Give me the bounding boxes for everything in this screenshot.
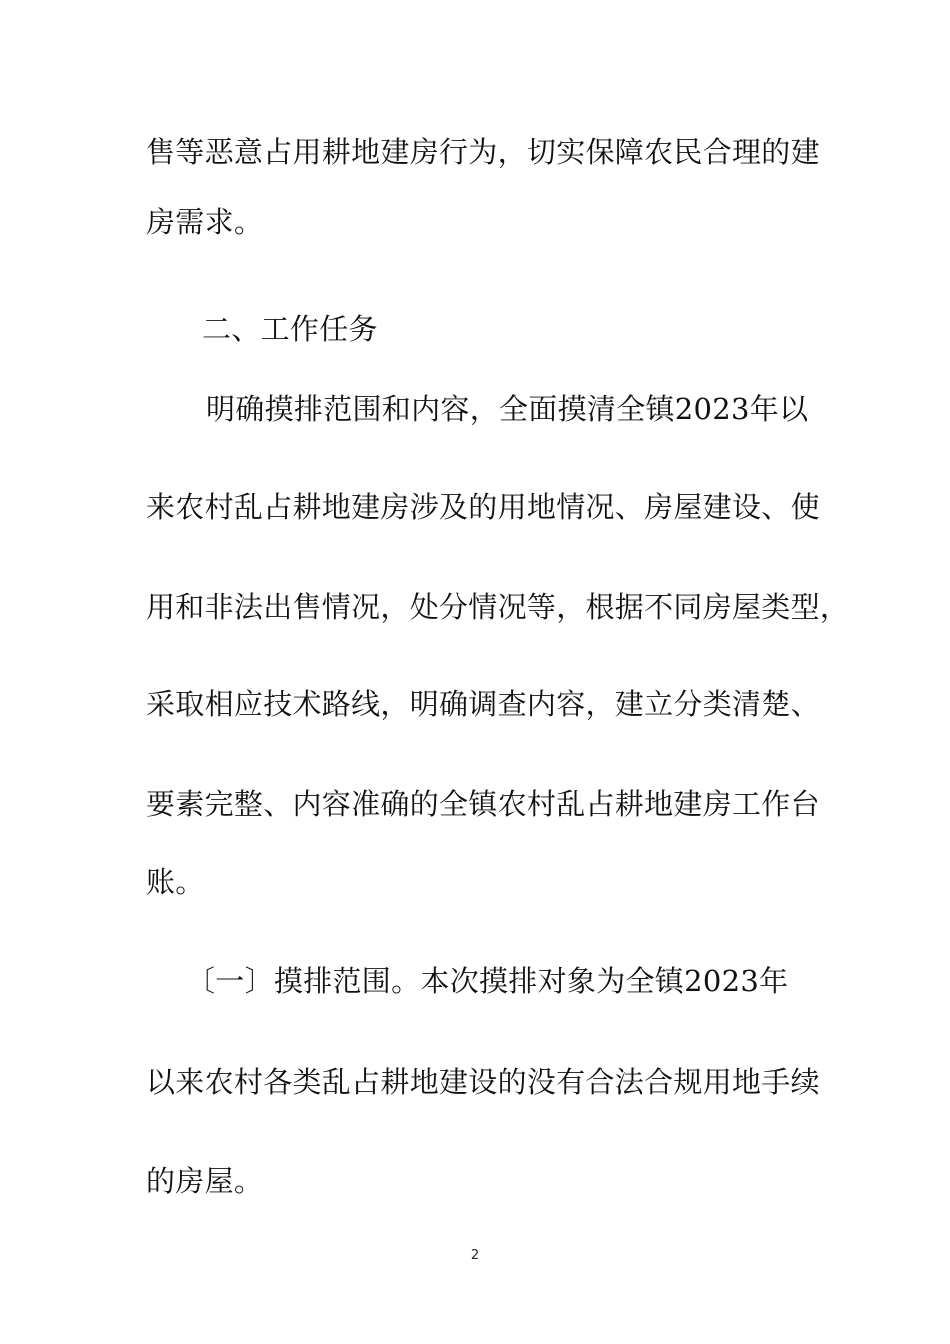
paragraph-line: 售等恶意占用耕地建房行为，切实保障农民合理的建	[146, 135, 820, 169]
paragraph-line: 的房屋。	[146, 1164, 264, 1198]
paragraph-line: 房需求。	[146, 205, 264, 239]
page-number: 2	[470, 1248, 480, 1263]
paragraph-line: 采取相应技术路线，明确调查内容，建立分类清楚、	[146, 687, 820, 721]
subsection-line: 〔一〕摸排范围。本次摸排对象为全镇2023年	[186, 964, 789, 998]
section-heading: 二、工作任务	[202, 312, 378, 346]
paragraph-line: 要素完整、内容准确的全镇农村乱占耕地建房工作台	[146, 787, 820, 821]
paragraph-line: 以来农村各类乱占耕地建设的没有合法合规用地手续	[146, 1065, 820, 1099]
paragraph-line: 来农村乱占耕地建房涉及的用地情况、房屋建设、使	[146, 490, 820, 524]
paragraph-line: 明确摸排范围和内容，全面摸清全镇2023年以	[206, 392, 809, 426]
paragraph-line: 账。	[146, 865, 205, 899]
paragraph-line: 用和非法出售情况，处分情况等，根据不同房屋类型，	[146, 590, 850, 624]
